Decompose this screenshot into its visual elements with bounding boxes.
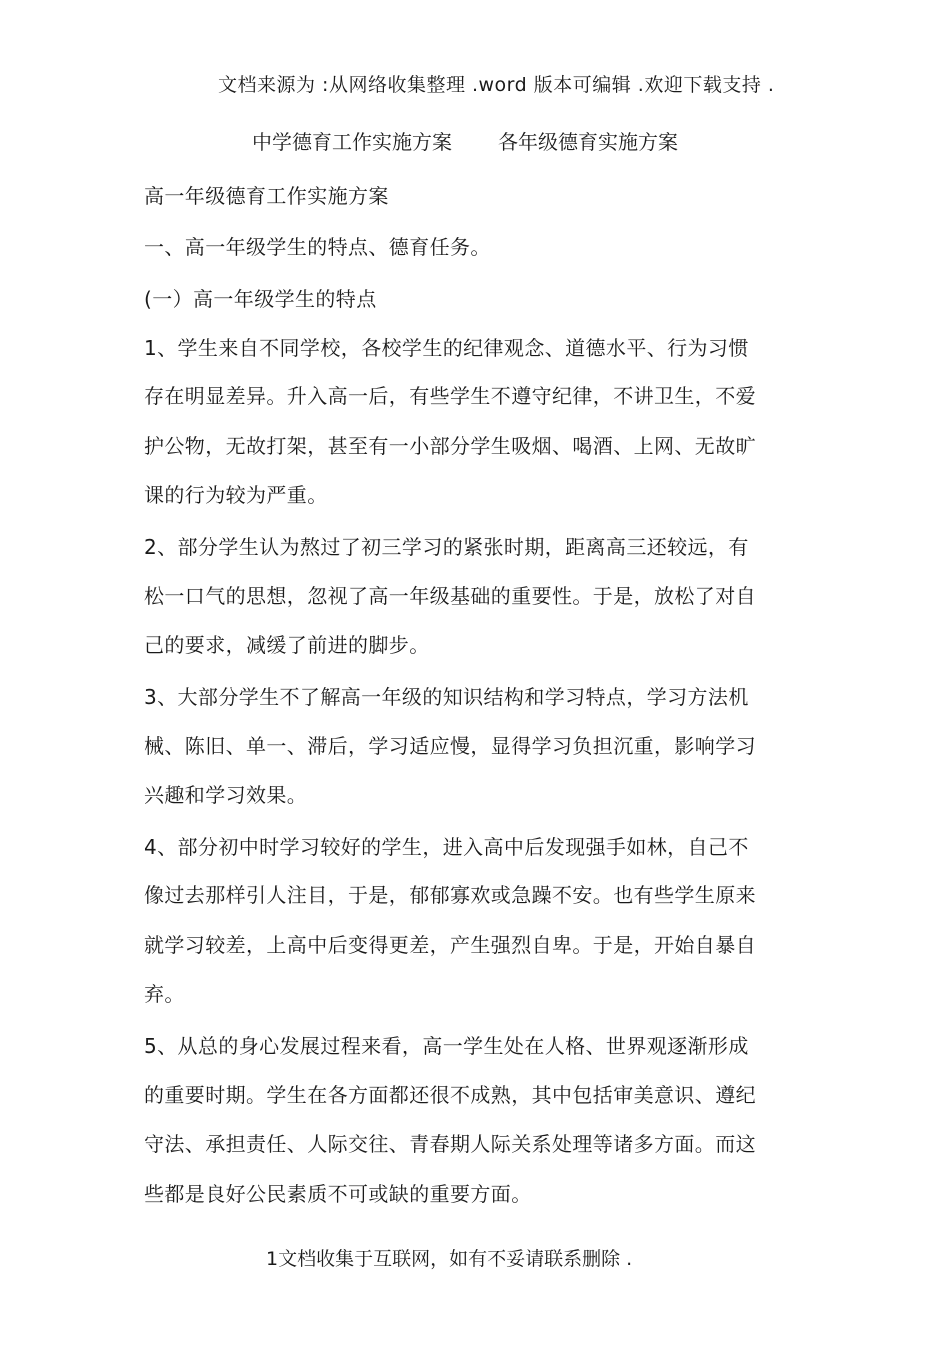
source-note: 文档来源为 :从网络收集整理 .word 版本可编辑 .欢迎下载支持 . [218, 74, 775, 96]
paragraph-1-line-1: 1、学生来自不同学校，各校学生的纪律观念、道德水平、行为习惯 [144, 336, 749, 360]
paragraph-4-line-2: 像过去那样引人注目，于是，郁郁寡欢或急躁不安。也有些学生原来 [144, 883, 756, 907]
page-subtitle-right: 各年级德育实施方案 [498, 130, 678, 154]
paragraph-1-line-4: 课的行为较为严重。 [144, 483, 328, 507]
footer-note: 1文档收集于互联网，如有不妥请联系删除 . [266, 1248, 633, 1270]
page-title: 中学德育工作实施方案 [252, 130, 452, 154]
paragraph-3-line-1: 3、大部分学生不了解高一年级的知识结构和学习特点，学习方法机 [144, 685, 749, 709]
paragraph-3-line-3: 兴趣和学习效果。 [144, 783, 308, 807]
section-heading: 高一年级德育工作实施方案 [144, 184, 389, 208]
paragraph-4-line-3: 就学习较差，上高中后变得更差，产生强烈自卑。于是，开始自暴自 [144, 933, 756, 957]
paragraph-1-line-3: 护公物，无故打架，甚至有一小部分学生吸烟、喝酒、上网、无故旷 [144, 434, 756, 458]
paragraph-5-line-3: 守法、承担责任、人际交往、青春期人际关系处理等诸多方面。而这 [144, 1132, 756, 1156]
paragraph-4-line-4: 弃。 [144, 982, 185, 1006]
paragraph-5-line-4: 些都是良好公民素质不可或缺的重要方面。 [144, 1182, 532, 1206]
paragraph-2-line-1: 2、部分学生认为熬过了初三学习的紧张时期，距离高三还较远，有 [144, 535, 749, 559]
paragraph-5-line-1: 5、从总的身心发展过程来看，高一学生处在人格、世界观逐渐形成 [144, 1034, 749, 1058]
paragraph-1-line-2: 存在明显差异。升入高一后，有些学生不遵守纪律，不讲卫生，不爱 [144, 384, 756, 408]
paragraph-2-line-3: 己的要求，减缓了前进的脚步。 [144, 633, 430, 657]
paragraph-3-line-2: 械、陈旧、单一、滞后，学习适应慢，显得学习负担沉重，影响学习 [144, 734, 756, 758]
paragraph-5-line-2: 的重要时期。学生在各方面都还很不成熟，其中包括审美意识、遵纪 [144, 1083, 756, 1107]
subsection-title-1: (一）高一年级学生的特点 [144, 287, 377, 311]
paragraph-4-line-1: 4、部分初中时学习较好的学生，进入高中后发现强手如林，自己不 [144, 835, 749, 859]
section-title-1: 一、高一年级学生的特点、德育任务。 [144, 235, 491, 259]
paragraph-2-line-2: 松一口气的思想，忽视了高一年级基础的重要性。于是，放松了对自 [144, 584, 756, 608]
